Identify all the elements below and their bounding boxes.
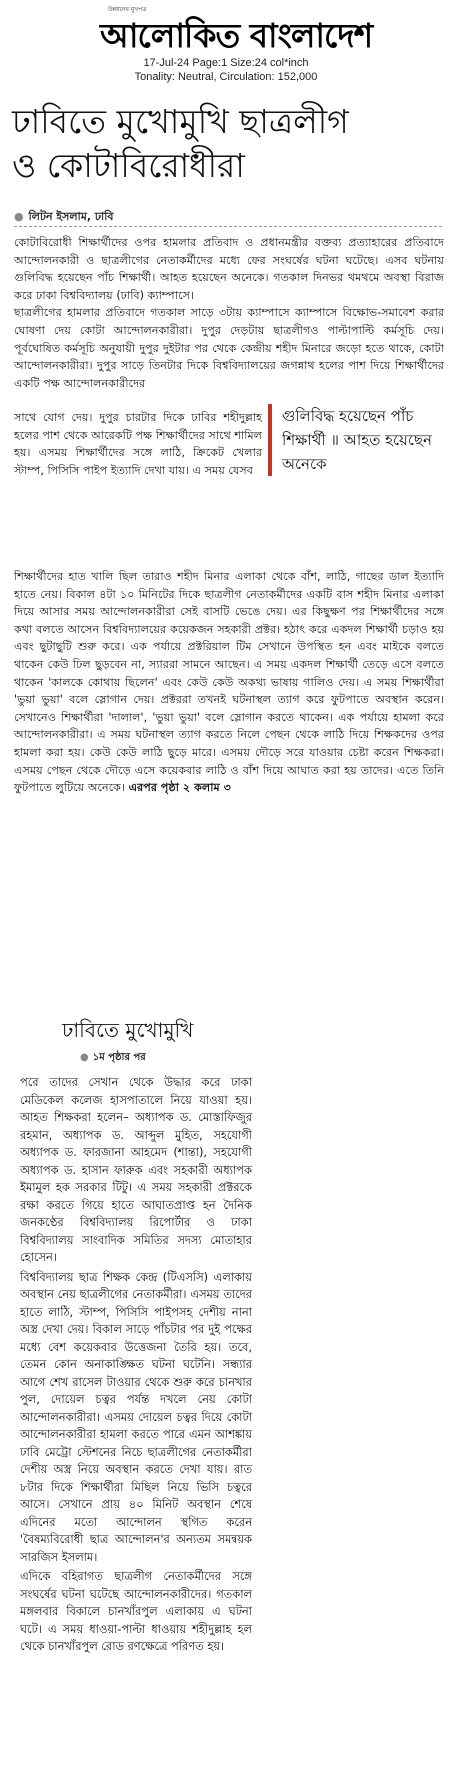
meta-line-tonality: Tonality: Neutral, Circulation: 152,000 <box>134 71 318 83</box>
byline-text: লিটন ইসলাম, ঢাবি <box>28 210 114 223</box>
masthead-tagline: উন্নয়নের মুখপত্র <box>108 6 147 13</box>
continuation-title: ঢাবিতে মুখোমুখি <box>62 1018 194 1042</box>
continuation-paragraph-2: বিশ্ববিদ্যালয় ছাত্র শিক্ষক কেন্দ্র (টিএসসি) এলাকায় অবস্থান নেয় ছাত্রলীগের নেতাকর্মীরা। এসময় তাদের হাতে লাঠি, স্টাম্প, পিসিসি পাইপসহ দেশীয় নানা অস্ত্র দেখা দেয়। বিকাল সাড়ে পাঁচটার পর দুই পক্ষের মধ্যে বেশ কয়েকবার উত্তেজনা তৈরি হয়। তবে, তেমন কোন অনাকাঙ্ক্ষিত ঘটনা ঘটেনি। সন্ধ্যার আগে শেখ রাসেল টাওয়ার থেকে শুরু করে চানখার পুল, দোয়েল চত্বর পর্যন্ত দখলে নেয় কোটা আন্দোলনকারীরা। এসময় দোয়েল চত্বর দিয়ে কোটা আন্দোলনকারীরা হামলা করতে পারে এমন আশঙ্কায় ঢাবি মেট্রো স্টেশনের নিচে ছাত্রলীগের নেতাকর্মীরা দেশীয় অস্ত্র নিয়ে অবস্থান করতে দেখা যায়। রাত ৮টার দিকে শিক্ষার্থীরা মিছিল নিয়ে ভিসি চত্বরে আসে। সেখানে প্রায় ৪০ মিনিট অবস্থান শেষে এদিনের মতো আন্দোলন স্থগিত করেন 'বৈষম্যবিরোধী ছাত্র আন্দোলন'র অন্যতম সমন্বয়ক সারজিস ইসলাম। <box>20 1269 252 1564</box>
meta-line-date-page: 17-Jul-24 Page:1 Size:24 col*inch <box>143 57 309 69</box>
continuation-column <box>20 1074 252 1658</box>
bullet-icon: ● <box>14 210 24 223</box>
byline-divider <box>14 226 442 227</box>
headline-line-1: ঢাবিতে মুখোমুখি ছাত্রলীগ <box>12 102 349 141</box>
masthead <box>60 4 400 55</box>
clipping-meta <box>0 56 452 84</box>
article-paragraph-narrow: সাথে যোগ দেয়। দুপুর চারটার দিকে ঢাবির শহীদুল্লাহ হলের পাশ থেকে আরেকটি পক্ষ শিক্ষার্থীদের সাথে শামিল হয়। এসময় শিক্ষার্থীদের সঙ্গে লাঠি, ক্রিকেট খেলার স্টাম্প, পিসিসি পাইপ ইত্যাদি দেখা যায়। এ সময় যেসব <box>14 411 262 477</box>
article-paragraph-intro: কোটাবিরোধী শিক্ষার্থীদের ওপর হামলার প্রতিবাদ ও প্রধানমন্ত্রীর বক্তব্য প্রত্যাহারের প্রতিবাদে আন্দোলনকারী ও ছাত্রলীগের নেতাকর্মীদের মধ্যে ফের সংঘর্ষের ঘটনা ঘটেছে। এসব ঘটনায় গুলিবিদ্ধ হয়েছেন পাঁচ শিক্ষার্থী। আহত হয়েছেন অনেকে। গতকাল দিনভর থমথমে অবস্থা বিরাজ করে ঢাকা বিশ্ববিদ্যালয় (ঢাবি) ক্যাম্পাসে। ছাত্রলীগের হামলার প্রতিবাদে গতকাল সাড়ে ৩টায় ক্যাম্পাসে ক্যাম্পাসে বিক্ষোভ-সমাবেশ করার ঘোষণা দেয় কোটা আন্দোলনকারীরা। দুপুর দেড়টায় ছাত্রলীগও পাল্টাপাল্টি কর্মসূচি দেয়। পূর্বঘোষিত কর্মসূচি অনুযায়ী দুপুর দুইটার পর থেকে কেন্দ্রীয় শহীদ মিনারে জড়ো হতে থাকে, কোটা আন্দোলনকারীরা। দুপুর সাড়ে তিনটার দিকে বিশ্ববিদ্যালয়ের জগন্নাথ হলের পাশ দিয়ে শিক্ষার্থীদের একটি পক্ষ আন্দোলনকারীদের <box>14 236 444 390</box>
continuation-subtitle <box>80 1050 146 1067</box>
continuation-paragraph-1: পরে তাদের সেখান থেকে উদ্ধার করে ঢাকা মেডিকেল কলেজ হাসপাতালে নিয়ে যাওয়া হয়। আহত শিক্ষকরা হলেন– অধ্যাপক ড. মোস্তাফিজুর রহমান, অধ্যাপক ড. আব্দুল মুহিত, সহযোগী অধ্যাপক ড. ফারজানা আহমেদ (শান্তা), সহযোগী অধ্যাপক ড. হাসান ফারুক এবং সহকারী অধ্যাপক ইমামুল হক সরকার টিটু। এ সময় সহকারী প্রক্টরকে রক্ষা করতে গিয়ে হাতে আঘাতপ্রাপ্ত হন দৈনিক জনকণ্ঠের বিশ্ববিদ্যালয় রিপোর্টার ও ঢাকা বিশ্ববিদ্যালয় সাংবাদিক সমিতির সদস্য মোতাহার হোসেন। <box>20 1075 252 1264</box>
continued-note: এরপর পৃষ্ঠা ২ কলাম ৩ <box>128 781 231 795</box>
continuation-subtitle-text: ১ম পৃষ্ঠার পর <box>92 1052 146 1063</box>
headline-line-2: ও কোটাবিরোধীরা <box>12 146 245 185</box>
article-paragraph-main <box>14 568 444 797</box>
byline <box>14 208 114 227</box>
masthead-logo: আলোকিত বাংলাদেশ <box>100 16 373 55</box>
pull-quote: গুলিবিদ্ধ হয়েছেন পাঁচ শিক্ষার্থী ॥ আহত হয়েছেন অনেকে <box>268 404 452 476</box>
article-paragraph-main-text: শিক্ষার্থীদের হাত খালি ছিল তারাও শহীদ মিনার এলাকা থেকে বাঁশ, লাঠি, গাছের ডাল ইত্যাদি হাতে নেয়। বিকাল ৪টা ১০ মিনিটের দিকে ছাত্রলীগ নেতাকর্মীদের একটি বাস শহীদ মিনার এলাকা দিয়ে আসার সময় আন্দোলনকারীরা সেই বাসটি ভেঙে দেয়। এর কিছুক্ষণ পর শিক্ষার্থীদের সঙ্গে কথা বলতে আসেন বিশ্ববিদ্যালয়ের কয়েকজন সহকারী প্রক্টর। হঠাৎ করে একদল শিক্ষার্থী চড়াও হয় এবং ছুটাছুটি শুরু করে। এক পর্যায়ে প্রক্টরিয়াল টিম সেখানে উপস্থিত হন এবং মাইকে বলতে থাকেন কেউ ঢিল ছুড়বেন না, স্যাররা সামনে আছেন। এ সময় একদল শিক্ষার্থী তেড়ে এসে বলতে থাকেন 'কালকে কোথায় ছিলেন' এবং কেউ কেউ অকথ্য ভাষায় গালিও দেয়। এ সময় শিক্ষার্থীরা 'ভুয়া ভুয়া' বলে স্লোগান দেয়। প্রক্টররা তখনই ঘটনাস্থল ত্যাগ করে ফুটপাতে অবস্থান করেন। সেখানেও শিক্ষার্থীরা 'দালাল', 'ভুয়া ভুয়া' বলে স্লোগান করতে থাকেন। এক পর্যায়ে হামলা করে আন্দোলনকারীরা। এ সময় ঘটনাস্থল ত্যাগ করতে নিলে পেছন থেকে লাঠি দিয়ে শিক্ষকদের ওপর হামলা করা হয়। কেউ কেউ লাঠি ছুড়ে মারে। এসময় দৌড়ে সরে যাওয়ার চেষ্টা করেন শিক্ষকরা। এসময় পেছন থেকে দৌড়ে এসে কয়েকবার লাঠি ও বাঁশ দিয়ে আঘাত করা হয় তাদের। এতে তিনি ফুটপাতে লুটিয়ে অনেকে। <box>14 570 444 795</box>
bullet-icon: ● <box>80 1052 89 1063</box>
continuation-paragraph-3: এদিকে বহিরাগত ছাত্রলীগ নেতাকর্মীদের সঙ্গে সংঘর্ষের ঘটনা ঘটেছে আন্দোলনকারীদের। গতকাল মঙ্গলবার বিকালে চানখাঁরপুল এলাকায় এ ঘটনা ঘটে। এ সময় ধাওয়া-পাল্টা ধাওয়ায় শহীদুল্লাহ হল থেকে চানখাঁরপুল রোড রণক্ষেত্রে পরিণত হয়। <box>20 1569 252 1653</box>
headline <box>12 100 442 188</box>
